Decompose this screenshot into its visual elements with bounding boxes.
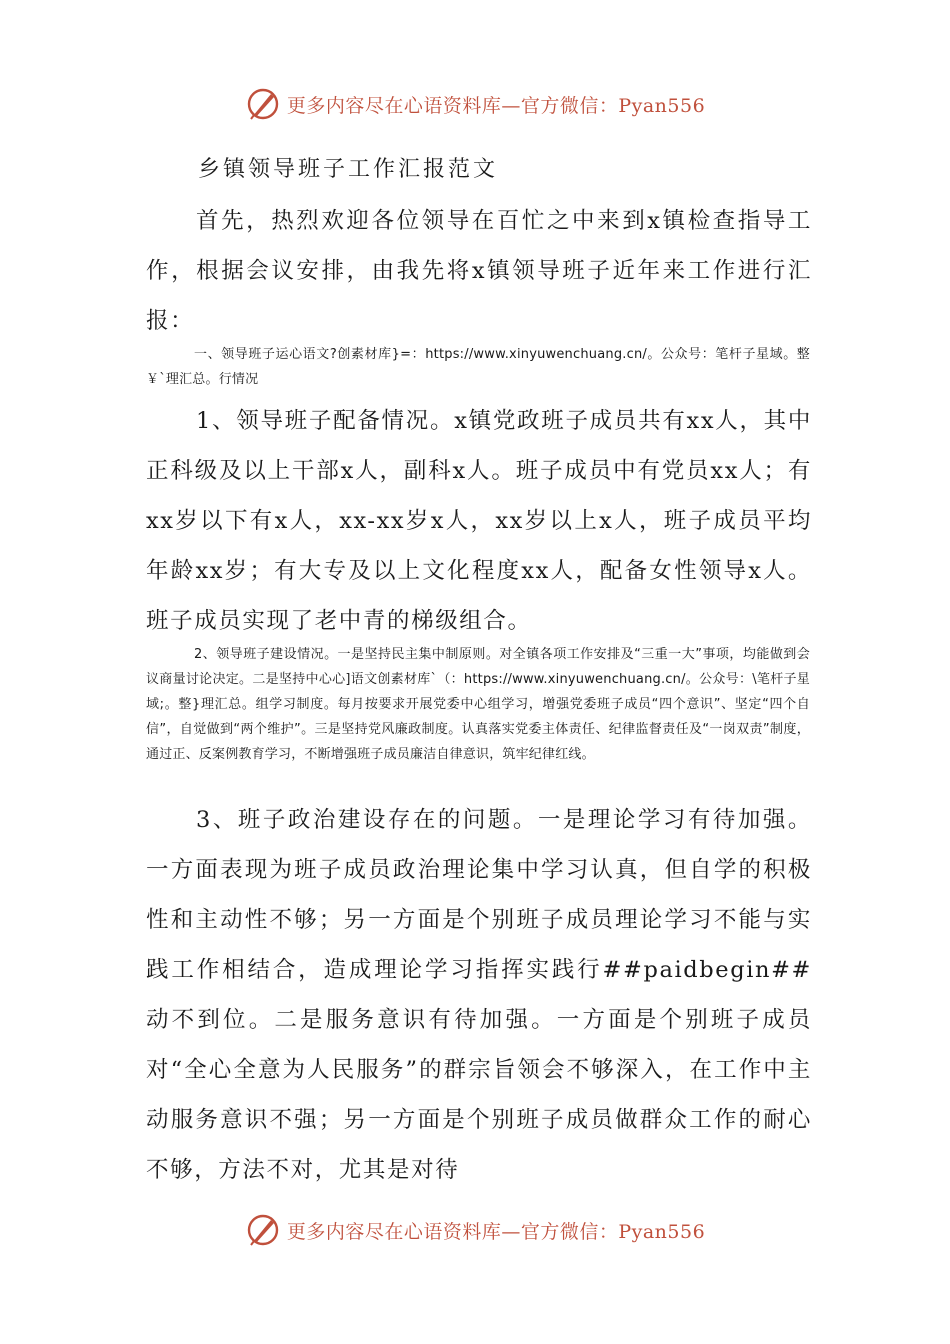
header-banner: [0, 84, 950, 124]
paragraph-three: 3、班子政治建设存在的问题。一是理论学习有待加强。一方面表现为班子成员政治理论集中学习认真，但自学的积极性和主动性不够；另一方面是个别班子成员理论学习不能与实践工作相结合，造成理论学习指挥实践行##paidbegin##动不到位。二是服务意识有待加强。一方面是个别班子成员对“全心全意为人民服务”的群宗旨领会不够深入，在工作中主动服务意识不强；另一方面是个别班子成员做群众工作的耐心不够，方法不对，尤其是对待: [146, 807, 812, 1183]
footer-banner: [0, 1210, 950, 1250]
section-one-heading: 一、领导班子运心语文?创素材库}=：https://www.xinyuwenchuang.cn/。公众号：笔杆子星域。整￥`理汇总。行情况: [146, 347, 810, 387]
intro-paragraph: 首先，热烈欢迎各位领导在百忙之中来到x镇检查指导工作，根据会议安排，由我先将x镇领导班子近年来工作进行汇报：: [146, 208, 812, 334]
document-title: 乡镇领导班子工作汇报范文: [198, 157, 499, 182]
quill-pen-circle-icon: [245, 86, 281, 122]
header-banner-text: 更多内容尽在心语资料库—官方微信：Pyan556: [286, 94, 706, 117]
paragraph-one: 1、领导班子配备情况。x镇党政班子成员共有xx人，其中正科级及以上干部x人，副科x人。班子成员中有党员xx人；有xx岁以下有x人，xx-xx岁x人，xx岁以上x人，班子成员平均年龄xx岁；有大专及以上文化程度xx人，配备女性领导x人。班子成员实现了老中青的梯级组合。: [146, 408, 812, 634]
paragraph-two: 2、领导班子建设情况。一是坚持民主集中制原则。对全镇各项工作安排及“三重一大”事项，均能做到会议商量讨论决定。二是坚持中心心]语文创素材库`（：https://www.xinyuwenchuang.cn/。公众号：\笔杆子星域;。整}理汇总。组学习制度。每月按要求开展党委中心组学习，增强党委班子成员“四个意识”、坚定“四个自信”，自觉做到“两个维护”。三是坚持党风廉政制度。认真落实党委主体责任、纪律监督责任及“一岗双责”制度，通过正、反案例教育学习，不断增强班子成员廉洁自律意识，筑牢纪律红线。: [146, 647, 810, 762]
quill-pen-circle-icon: [245, 1212, 281, 1248]
footer-banner-text: 更多内容尽在心语资料库—官方微信：Pyan556: [286, 1220, 706, 1243]
